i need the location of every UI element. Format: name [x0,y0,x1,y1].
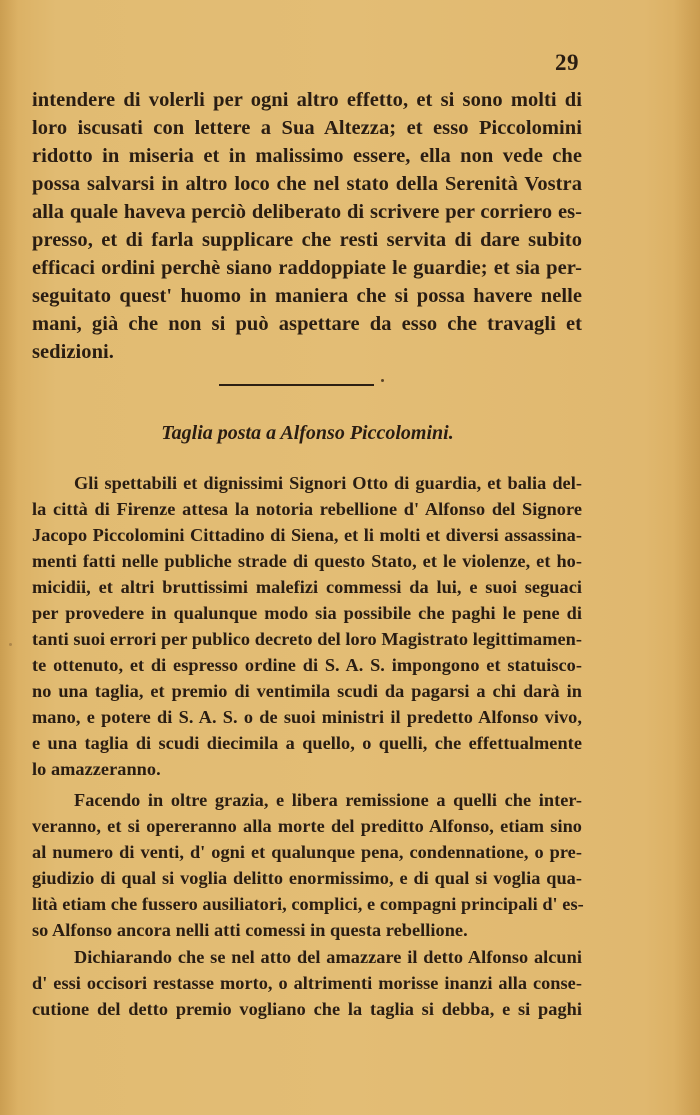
text-line: presso, et di farla supplicare che resti servita di dare subito [32,229,582,251]
text-line: lità etiam che fussero ausiliatori, complici, e compagni principali d' es- [32,894,584,914]
text-line: veranno, et si opereranno alla morte del preditto Alfonso, etiam sino [32,816,582,836]
text-line: ridotto in miseria et in malissimo essere, ella non vede che [32,145,582,167]
text-line: e una taglia di scudi diecimila a quello, o quelli, che effettualmente [32,733,582,753]
page-number: 29 [555,50,579,75]
section-divider [219,384,374,386]
text-line: seguitato quest' huomo in maniera che si possa havere nelle [32,285,582,307]
section-title: Taglia posta a Alfonso Piccolomini. [161,422,454,444]
text-line: Jacopo Piccolomini Cittadino di Siena, et li molti et diversi assassina- [32,525,582,545]
text-line: cutione del detto premio vogliano che la taglia si debba, e si paghi [32,999,582,1019]
text-line: Dichiarando che se nel atto del amazzare il detto Alfonso alcuni [74,947,582,967]
text-line: so Alfonso ancora nelli atti comessi in questa rebellione. [32,920,468,940]
text-line: al numero di venti, d' ogni et qualunque pena, condennatione, o pre- [32,842,582,862]
text-line: Facendo in oltre grazia, e libera remissione a quelli che inter- [74,790,582,810]
text-line: menti fatti nelle publiche strade di questo Stato, et le violenze, et ho- [32,551,582,571]
text-line: sedizioni. [32,341,114,363]
text-line: te ottenuto, et di espresso ordine di S. A. S. impongono et statuisco- [32,655,582,675]
text-line: per provedere in qualunque modo sia possibile che paghi le pene di [32,603,582,623]
text-line: micidii, et altri bruttissimi malefizi commessi da lui, e suoi seguaci [32,577,582,597]
text-line: lo amazzeranno. [32,759,161,779]
divider-dot [381,379,384,382]
text-line: d' essi occisori restasse morto, o altrimenti morisse inanzi alla conse- [32,973,582,993]
page-edge-shadow-left [0,0,18,1115]
text-line: possa salvarsi in altro loco che nel stato della Serenità Vostra [32,173,582,195]
text-line: la città di Firenze attesa la notoria rebellione d' Alfonso del Signore [32,499,582,519]
text-line: alla quale haveva perciò deliberato di scrivere per corriero es- [32,201,582,223]
paper-speck [9,643,12,646]
text-line: tanti suoi errori per publico decreto del loro Magistrato legittimamen- [32,629,583,649]
text-line: Gli spettabili et dignissimi Signori Otto di guardia, et balia del- [74,473,582,493]
text-line: mani, già che non si può aspettare da esso che travagli et [32,313,582,335]
text-line: no una taglia, et premio di ventimila scudi da pagarsi a chi darà in [32,681,582,701]
text-line: loro iscusati con lettere a Sua Altezza; et esso Piccolomini [32,117,582,139]
page-edge-shadow-right [674,0,700,1115]
text-line: giudizio di qual si voglia delitto enormissimo, e di qual si voglia qua- [32,868,582,888]
text-line: mano, e potere di S. A. S. o de suoi ministri il predetto Alfonso vivo, [32,707,582,727]
text-line: intendere di volerli per ogni altro effetto, et si sono molti di [32,89,582,111]
text-line: efficaci ordini perchè siano raddoppiate le guardie; et sia per- [32,257,582,279]
